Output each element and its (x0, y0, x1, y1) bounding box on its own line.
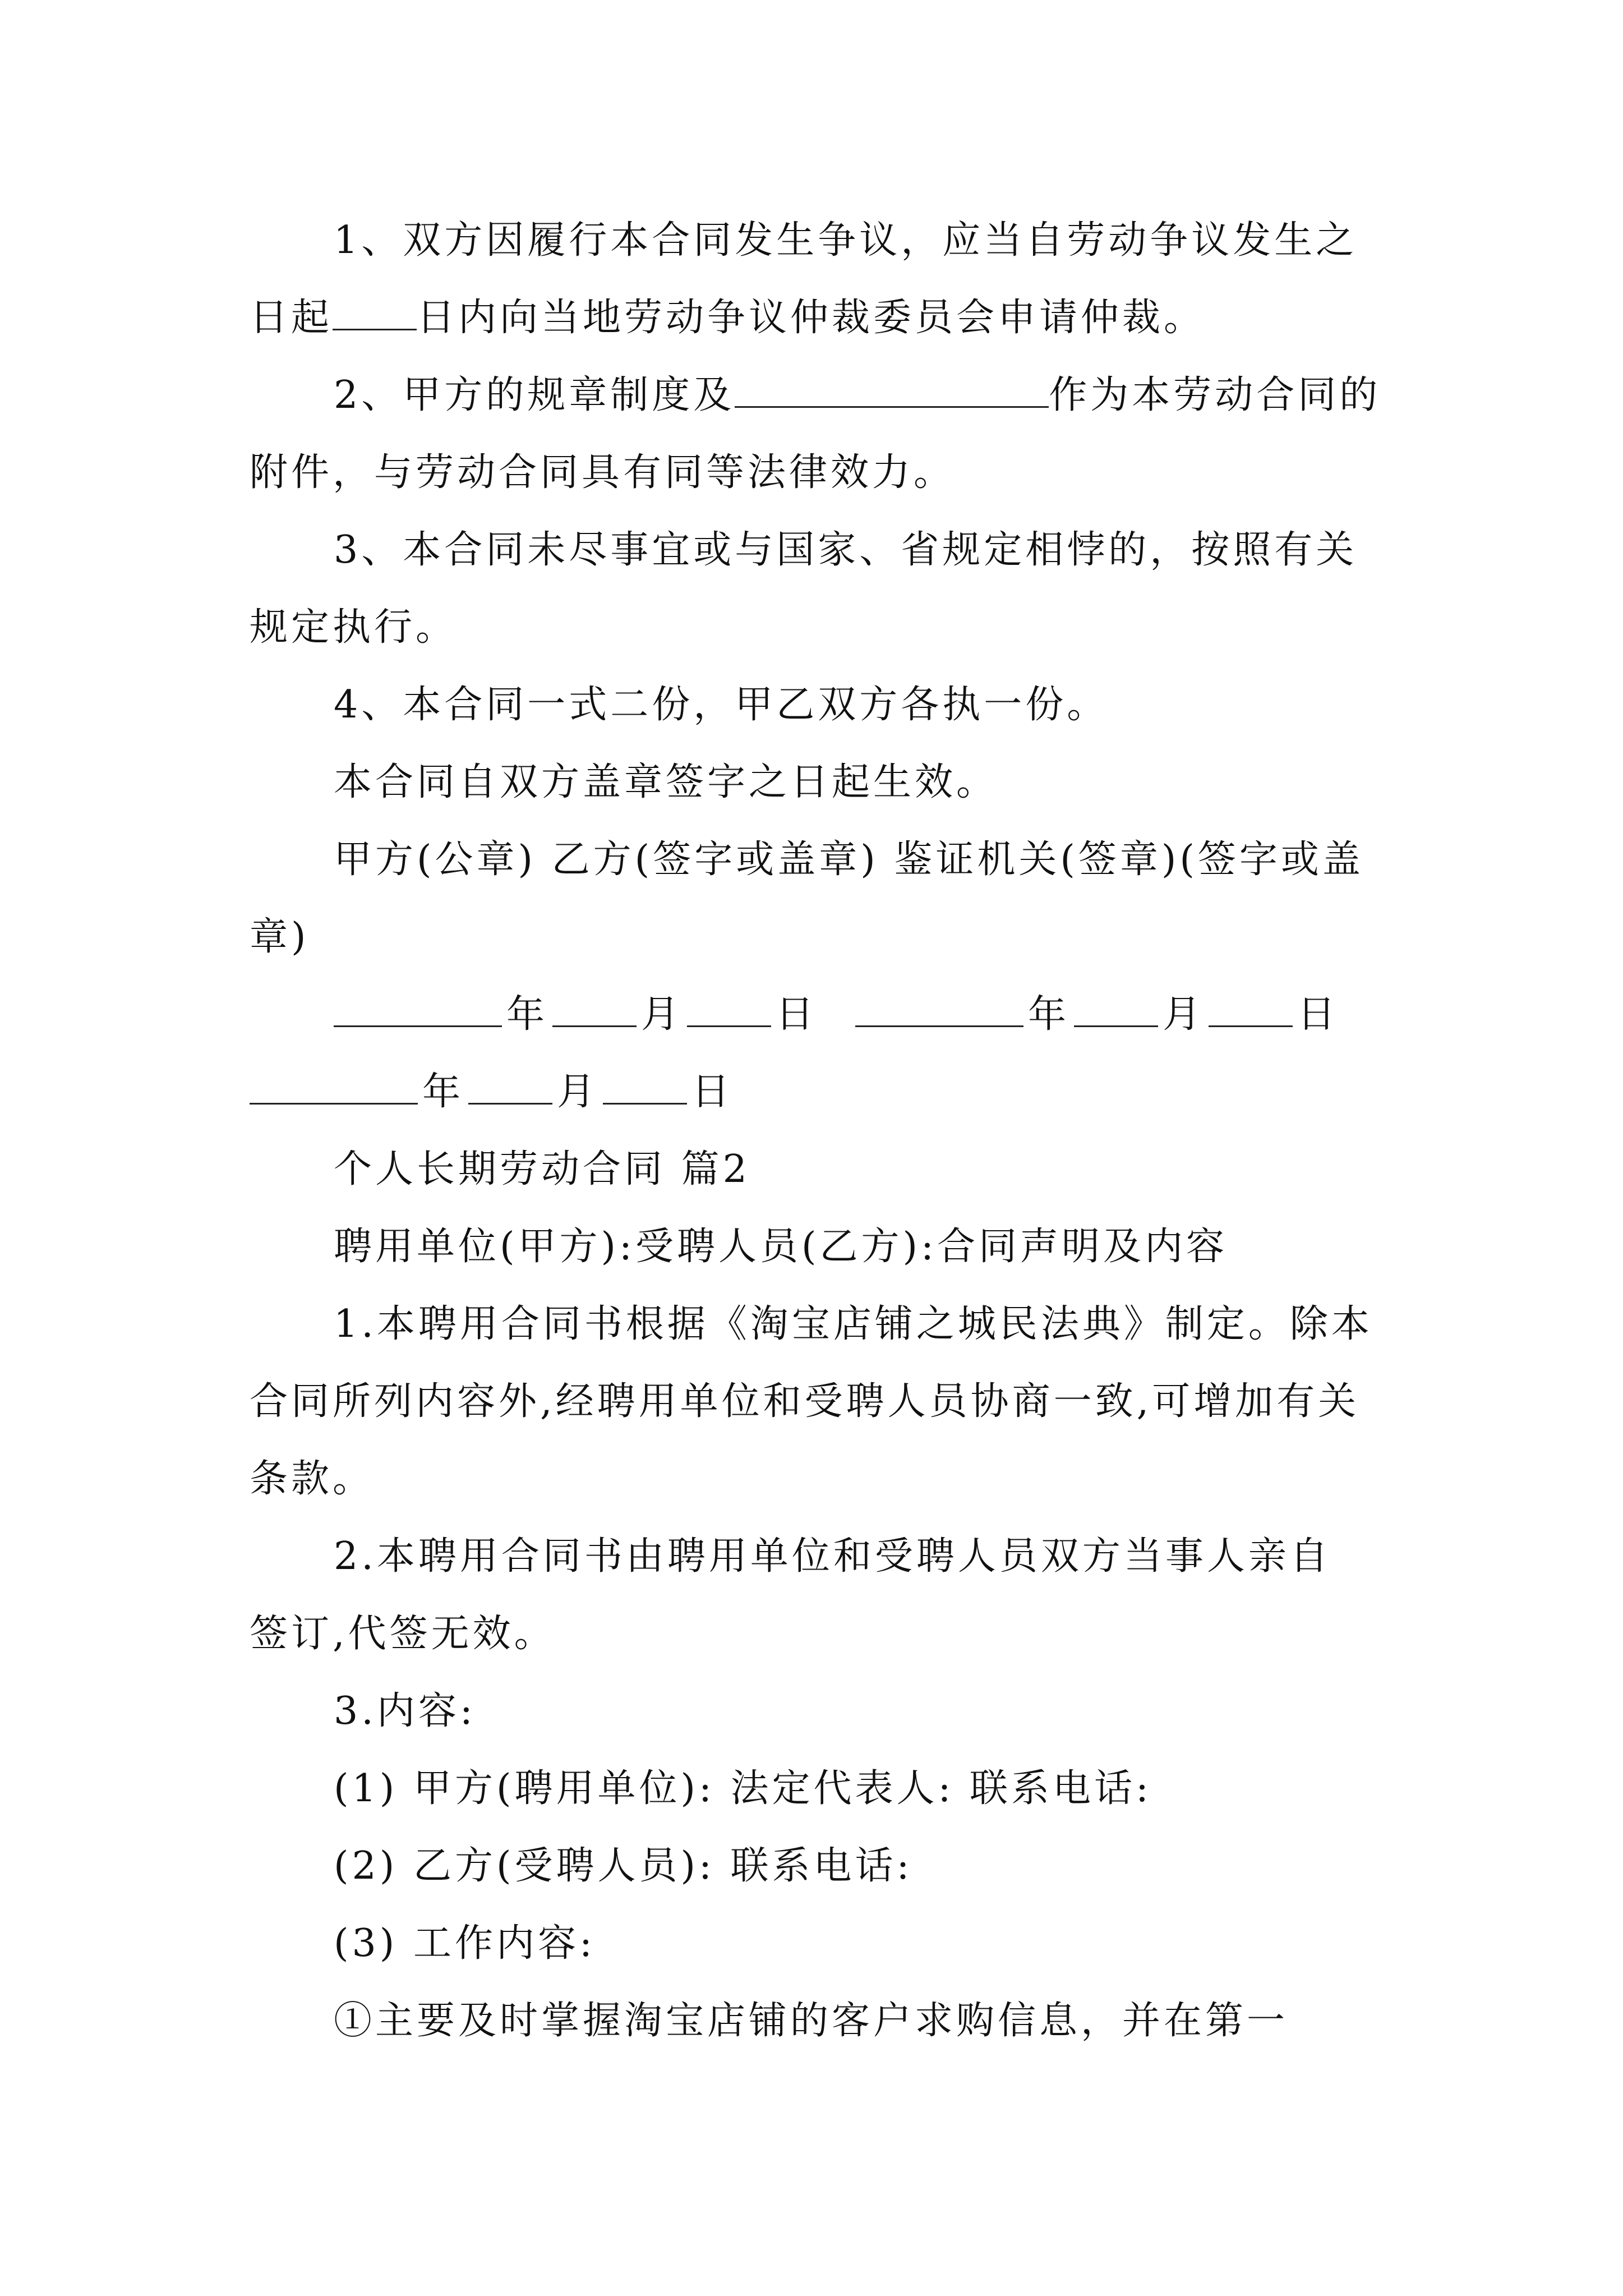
blank-month (552, 991, 637, 1027)
paragraph-effective: 本合同自双方盖章签字之日起生效。 (334, 760, 998, 804)
paragraph-basis: 1.本聘用合同书根据《淘宝店铺之城民法典》制定。除本合同所列内容外,经聘用单位和受聘人员协商一致,可增加有关条款。 (250, 1302, 1373, 1501)
blank-day (1209, 991, 1293, 1027)
blank-month (1074, 991, 1158, 1027)
paragraph-rules-attachment: 2、甲方的规章制度及 作为本劳动合同的附件，与劳动合同具有同等法律效力。 (250, 357, 1382, 512)
paragraph-signing: 2.本聘用合同书由聘用单位和受聘人员双方当事人亲自 签订,代签无效。 (250, 1534, 1331, 1656)
blank-day (687, 991, 771, 1027)
blank-year (855, 991, 1023, 1027)
paragraph-party-b: (2) 乙方(受聘人员): 联系电话: (334, 1844, 913, 1888)
paragraph-duty-1: ①主要及时掌握淘宝店铺的客户求购信息，并在第一 (334, 1999, 1289, 2043)
date-line-1: 年 月 日 年 月 日 (250, 976, 1382, 1053)
paragraph-content-heading: 3.内容: (334, 1689, 476, 1733)
date-line-2: 年 月 日 (250, 1053, 1382, 1131)
blank-year (334, 991, 502, 1027)
paragraph-signatures: 甲方(公章) 乙方(签字或盖章) 鉴证机关(签章)(签字或盖章) (250, 838, 1364, 959)
paragraph-dispute-arbitration: 1、双方因履行本合同发生争议，应当自劳动争议发生之日起 日内向当地劳动争议仲裁委员会申请仲裁。 (250, 218, 1358, 340)
paragraph-copies: 4、本合同一式二份，甲乙双方各执一份。 (334, 683, 1109, 727)
blank-rules (735, 371, 1049, 408)
paragraph-party-a: (1) 甲方(聘用单位): 法定代表人: 联系电话: (334, 1766, 1152, 1811)
paragraph-work-content: (3) 工作内容: (334, 1921, 596, 1966)
blank-month (468, 1068, 552, 1105)
blank-day (603, 1068, 687, 1105)
paragraph-parties: 聘用单位(甲方):受聘人员(乙方):合同声明及内容 (334, 1225, 1228, 1269)
document-body (250, 202, 1382, 2060)
blank-year (250, 1068, 418, 1105)
paragraph-unresolved-matters: 3、本合同未尽事宜或与国家、省规定相悖的，按照有关规定执行。 (250, 528, 1358, 650)
section-heading: 个人长期劳动合同 篇2 (334, 1147, 750, 1191)
blank-days (333, 294, 417, 330)
